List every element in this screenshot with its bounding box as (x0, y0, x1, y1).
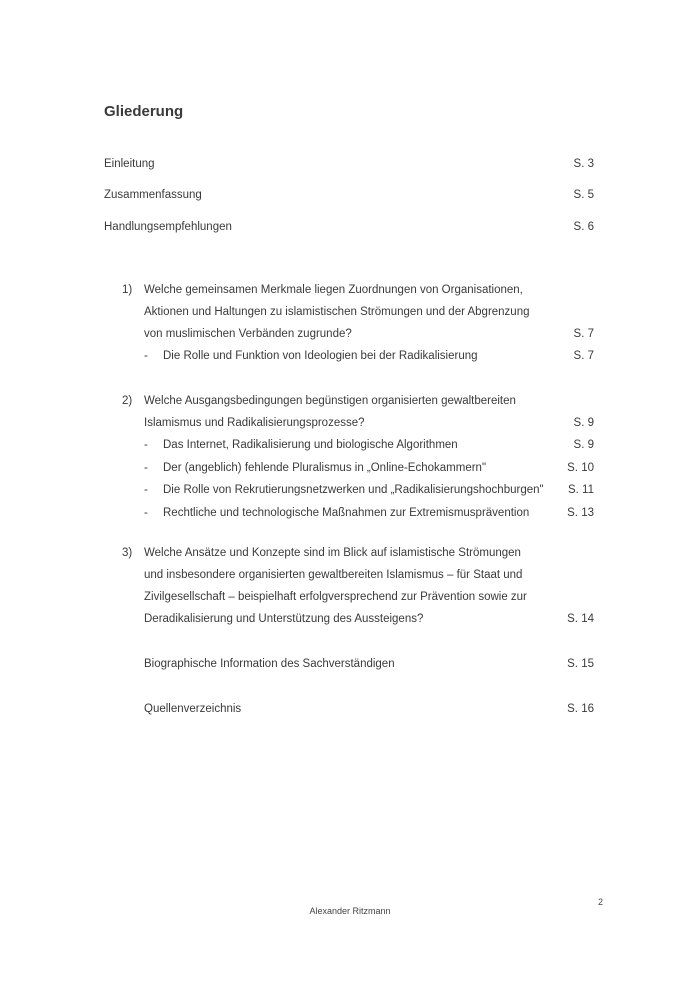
toc-entry-text: Quellenverzeichnis (144, 703, 242, 715)
toc-entry-text: Einleitung (104, 158, 155, 170)
section-line: Aktionen und Haltungen zu islamistischen Strömungen und der Abgrenzung (144, 306, 530, 318)
sub-dash: - (144, 350, 148, 362)
sub-entry-text: Das Internet, Radikalisierung und biologische Algorithmen (163, 439, 458, 451)
section-line: und insbesondere organisierten gewaltbereiten Islamismus – für Staat und (144, 569, 523, 581)
section-line: Islamismus und Radikalisierungsprozesse? (144, 417, 365, 429)
section-line: Welche Ausgangsbedingungen begünstigen organisierten gewaltbereiten (144, 395, 516, 407)
sub-dash: - (144, 484, 148, 496)
section-number: 2) (122, 395, 133, 407)
section-page: S. 14 (567, 613, 594, 625)
sub-entry-text: Rechtliche und technologische Maßnahmen zur Extremismusprävention (163, 507, 530, 519)
page-title: Gliederung (104, 103, 184, 120)
sub-entry-text: Die Rolle und Funktion von Ideologien bei der Radikalisierung (163, 350, 478, 362)
section-line: von muslimischen Verbänden zugrunde? (144, 328, 352, 340)
section-line: Deradikalisierung und Unterstützung des Aussteigens? (144, 613, 424, 625)
sub-dash: - (144, 462, 148, 474)
section-line: Zivilgesellschaft – beispielhaft erfolgversprechend zur Prävention sowie zur (144, 591, 527, 603)
toc-entry-page: S. 3 (573, 158, 594, 170)
footer-page-number: 2 (598, 897, 604, 907)
section-line: Welche gemeinsamen Merkmale liegen Zuordnungen von Organisationen, (144, 284, 523, 296)
toc-entry-page: S. 6 (573, 221, 594, 233)
sub-entry-page: S. 10 (567, 462, 594, 474)
toc-entry-page: S. 16 (567, 703, 594, 715)
section-page: S. 9 (573, 417, 594, 429)
sub-dash: - (144, 507, 148, 519)
sub-entry-page: S. 13 (567, 507, 594, 519)
sub-entry-page: S. 7 (573, 350, 594, 362)
sub-entry-text: Der (angeblich) fehlende Pluralismus in „Online-Echokammern" (163, 462, 487, 474)
toc-entry-page: S. 15 (567, 658, 594, 670)
sub-entry-page: S. 9 (573, 439, 594, 451)
sub-entry-text: Die Rolle von Rekrutierungsnetzwerken und „Radikalisierungshochburgen" (163, 484, 544, 496)
toc-entry-text: Zusammenfassung (104, 189, 202, 201)
section-line: Welche Ansätze und Konzepte sind im Blick auf islamistische Strömungen (144, 547, 521, 559)
toc-entry-text: Handlungsempfehlungen (104, 221, 232, 233)
section-number: 1) (122, 284, 133, 296)
sub-dash: - (144, 439, 148, 451)
section-number: 3) (122, 547, 133, 559)
toc-entry-page: S. 5 (573, 189, 594, 201)
section-page: S. 7 (573, 328, 594, 340)
toc-entry-text: Biographische Information des Sachverständigen (144, 658, 395, 670)
sub-entry-page: S. 11 (568, 484, 594, 496)
footer-author: Alexander Ritzmann (309, 906, 391, 916)
